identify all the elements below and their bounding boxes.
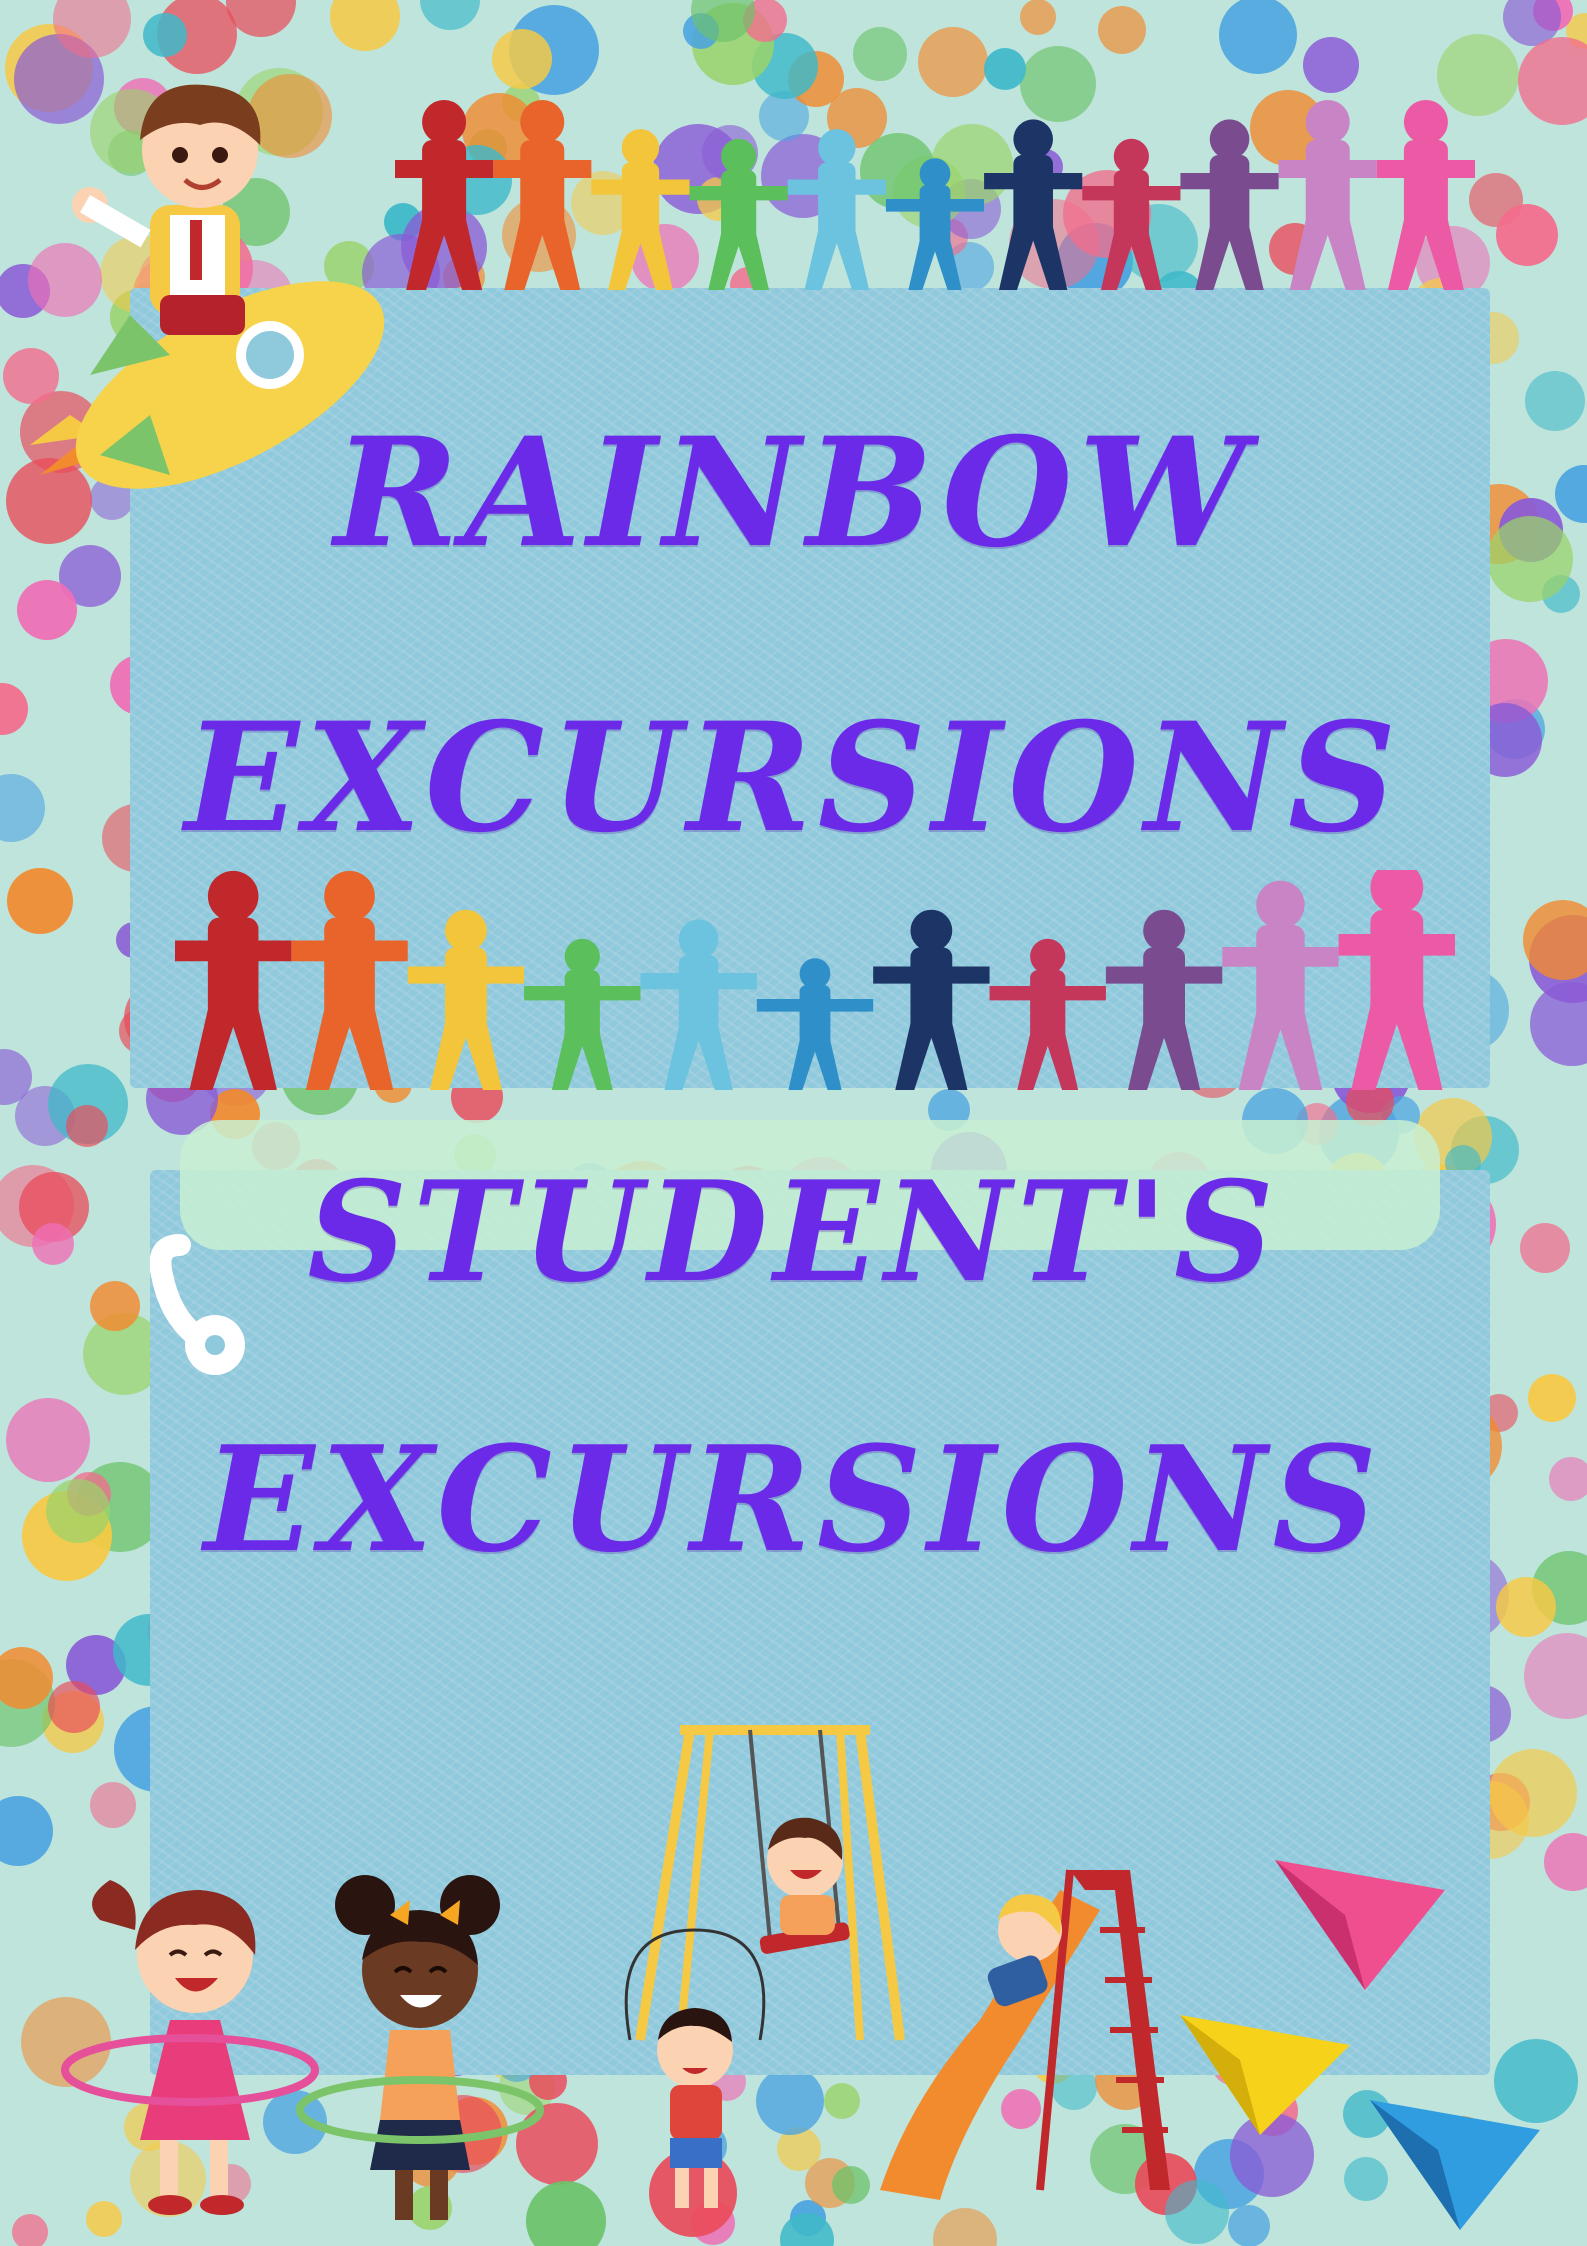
jump-rope-boy-icon bbox=[600, 1920, 790, 2220]
polka-dot bbox=[1496, 1577, 1556, 1637]
paper-person bbox=[1279, 100, 1377, 290]
paper-person bbox=[524, 939, 640, 1090]
paper-person bbox=[1180, 119, 1278, 290]
paper-person bbox=[1082, 139, 1180, 290]
paper-chain-people-top bbox=[395, 100, 1475, 290]
polka-dot bbox=[90, 1782, 136, 1828]
girl-hula-hoop-2-icon bbox=[290, 1860, 550, 2230]
paper-person bbox=[886, 158, 984, 290]
polka-dot bbox=[1228, 2205, 1270, 2246]
title-line-1: RAINBOW bbox=[333, 405, 1253, 581]
polka-dot bbox=[330, 0, 400, 51]
subtitle-line-2: EXCURSIONS bbox=[204, 1415, 1383, 1585]
slide-icon bbox=[870, 1850, 1190, 2210]
paper-person bbox=[873, 910, 989, 1090]
paper-plane-blue-icon bbox=[1370, 2100, 1540, 2230]
paper-person bbox=[1339, 870, 1455, 1090]
paper-person bbox=[1106, 910, 1222, 1090]
polka-dot bbox=[1098, 6, 1146, 54]
paper-person bbox=[1377, 100, 1475, 290]
title-line-2: EXCURSIONS bbox=[184, 690, 1403, 866]
paper-person bbox=[690, 139, 788, 290]
polka-dot bbox=[7, 868, 73, 934]
polka-dot bbox=[143, 13, 187, 57]
polka-dot bbox=[824, 2083, 860, 2119]
paper-person bbox=[291, 871, 407, 1090]
polka-dot bbox=[832, 2166, 870, 2204]
boy-on-rocket-icon bbox=[30, 55, 410, 495]
polka-dot bbox=[1524, 1633, 1587, 1719]
hook-decoration-icon bbox=[150, 1225, 250, 1385]
paper-person bbox=[493, 100, 591, 290]
polka-dot bbox=[420, 0, 480, 30]
paper-person bbox=[1222, 881, 1338, 1090]
polka-dot bbox=[918, 27, 988, 97]
paper-person bbox=[990, 939, 1106, 1090]
polka-dot bbox=[17, 580, 77, 640]
polka-dot bbox=[1518, 37, 1587, 125]
paper-person bbox=[408, 910, 524, 1090]
paper-person bbox=[757, 958, 873, 1090]
paper-plane-yellow-icon bbox=[1180, 2015, 1350, 2135]
subtitle-line-1: STUDENT'S bbox=[307, 1150, 1280, 1313]
polka-dot bbox=[933, 2208, 997, 2246]
polka-dot bbox=[984, 48, 1026, 90]
polka-dot bbox=[1496, 204, 1558, 266]
polka-dot bbox=[1219, 0, 1297, 74]
paper-person bbox=[175, 871, 291, 1090]
paper-plane-pink-icon bbox=[1275, 1860, 1445, 1990]
polka-dot bbox=[492, 29, 552, 89]
polka-dot bbox=[1544, 1833, 1587, 1891]
polka-dot bbox=[66, 1105, 108, 1147]
polka-dot bbox=[853, 27, 907, 81]
polka-dot bbox=[48, 1681, 100, 1733]
polka-dot bbox=[12, 2214, 48, 2246]
paper-chain-people-middle bbox=[175, 870, 1455, 1090]
polka-dot bbox=[0, 1796, 53, 1866]
polka-dot bbox=[1020, 0, 1056, 35]
paper-person bbox=[640, 919, 756, 1090]
polka-dot bbox=[1303, 37, 1359, 93]
girl-hula-hoop-icon bbox=[60, 1860, 320, 2220]
paper-person bbox=[984, 119, 1082, 290]
paper-person bbox=[591, 129, 689, 290]
paper-person bbox=[788, 129, 886, 290]
